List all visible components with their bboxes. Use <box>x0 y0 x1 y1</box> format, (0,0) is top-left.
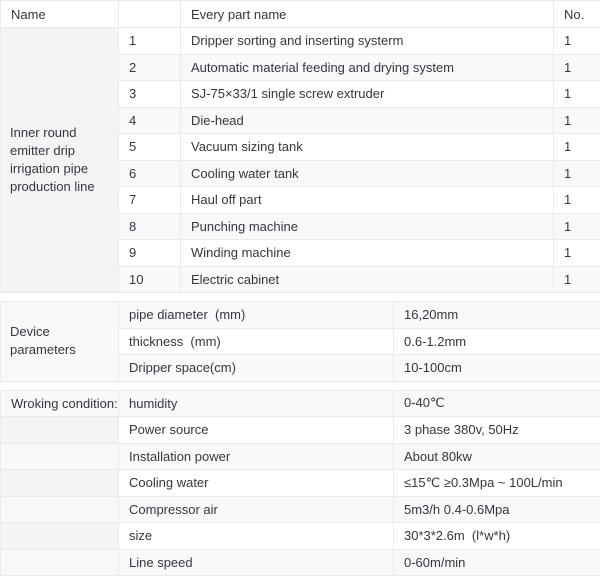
part-name: Winding machine <box>181 240 554 267</box>
condition-value: 30*3*2.6m (l*w*h) <box>394 523 600 550</box>
part-name: Haul off part <box>181 187 554 214</box>
part-count: 1 <box>554 107 600 134</box>
parts-table-header-row <box>1 1 600 28</box>
condition-value: 5m3/h 0.4-0.6Mpa <box>394 496 600 523</box>
working-condition-label: Wroking condition: <box>1 390 119 417</box>
table-row <box>1 523 600 550</box>
condition-value: 0-60m/min <box>394 549 600 576</box>
header-name: Name <box>1 1 119 28</box>
part-count: 1 <box>554 160 600 187</box>
part-index: 10 <box>119 266 181 293</box>
table-row <box>1 390 600 417</box>
part-count: 1 <box>554 187 600 214</box>
working-condition-spacer <box>1 417 119 444</box>
part-name: Vacuum sizing tank <box>181 134 554 161</box>
table-row <box>1 496 600 523</box>
part-index: 6 <box>119 160 181 187</box>
header-no: No. <box>554 1 600 28</box>
part-name: Die-head <box>181 107 554 134</box>
part-count: 1 <box>554 213 600 240</box>
part-count: 1 <box>554 266 600 293</box>
condition-label: Installation power <box>119 443 394 470</box>
condition-label: size <box>119 523 394 550</box>
parameter-label: Dripper space(cm) <box>119 355 394 382</box>
condition-value: 0-40℃ <box>394 390 600 417</box>
working-condition-spacer <box>1 523 119 550</box>
device-parameters-table <box>0 301 600 382</box>
condition-label: humidity <box>119 390 394 417</box>
table-row <box>1 470 600 497</box>
device-parameters-label: Device parameters <box>1 302 119 382</box>
condition-label: Power source <box>119 417 394 444</box>
header-index <box>119 1 181 28</box>
part-index: 3 <box>119 81 181 108</box>
part-count: 1 <box>554 54 600 81</box>
working-condition-spacer <box>1 470 119 497</box>
part-index: 4 <box>119 107 181 134</box>
part-count: 1 <box>554 240 600 267</box>
part-name: SJ-75×33/1 single screw extruder <box>181 81 554 108</box>
working-condition-spacer <box>1 443 119 470</box>
working-condition-spacer <box>1 496 119 523</box>
working-condition-table <box>0 390 600 576</box>
part-index: 8 <box>119 213 181 240</box>
condition-value: ≤15℃ ≥0.3Mpa ~ 100L/min <box>394 470 600 497</box>
table-row <box>1 28 600 55</box>
part-count: 1 <box>554 28 600 55</box>
part-count: 1 <box>554 81 600 108</box>
header-part-name: Every part name <box>181 1 554 28</box>
part-count: 1 <box>554 134 600 161</box>
part-index: 7 <box>119 187 181 214</box>
parameter-value: 16,20mm <box>394 302 600 329</box>
part-name: Punching machine <box>181 213 554 240</box>
parameter-label: thickness (mm) <box>119 328 394 355</box>
parameter-value: 10-100cm <box>394 355 600 382</box>
condition-value: 3 phase 380v, 50Hz <box>394 417 600 444</box>
condition-label: Cooling water <box>119 470 394 497</box>
part-name: Automatic material feeding and drying system <box>181 54 554 81</box>
table-row <box>1 302 600 329</box>
table-row <box>1 443 600 470</box>
table-row <box>1 417 600 444</box>
condition-label: Compressor air <box>119 496 394 523</box>
parameter-label: pipe diameter (mm) <box>119 302 394 329</box>
part-index: 1 <box>119 28 181 55</box>
part-index: 2 <box>119 54 181 81</box>
part-name: Cooling water tank <box>181 160 554 187</box>
part-name: Dripper sorting and inserting systerm <box>181 28 554 55</box>
part-name: Electric cabinet <box>181 266 554 293</box>
part-index: 5 <box>119 134 181 161</box>
part-index: 9 <box>119 240 181 267</box>
production-line-label: Inner round emitter drip irrigation pipe production line <box>1 28 119 293</box>
parameter-value: 0.6-1.2mm <box>394 328 600 355</box>
condition-label: Line speed <box>119 549 394 576</box>
condition-value: About 80kw <box>394 443 600 470</box>
